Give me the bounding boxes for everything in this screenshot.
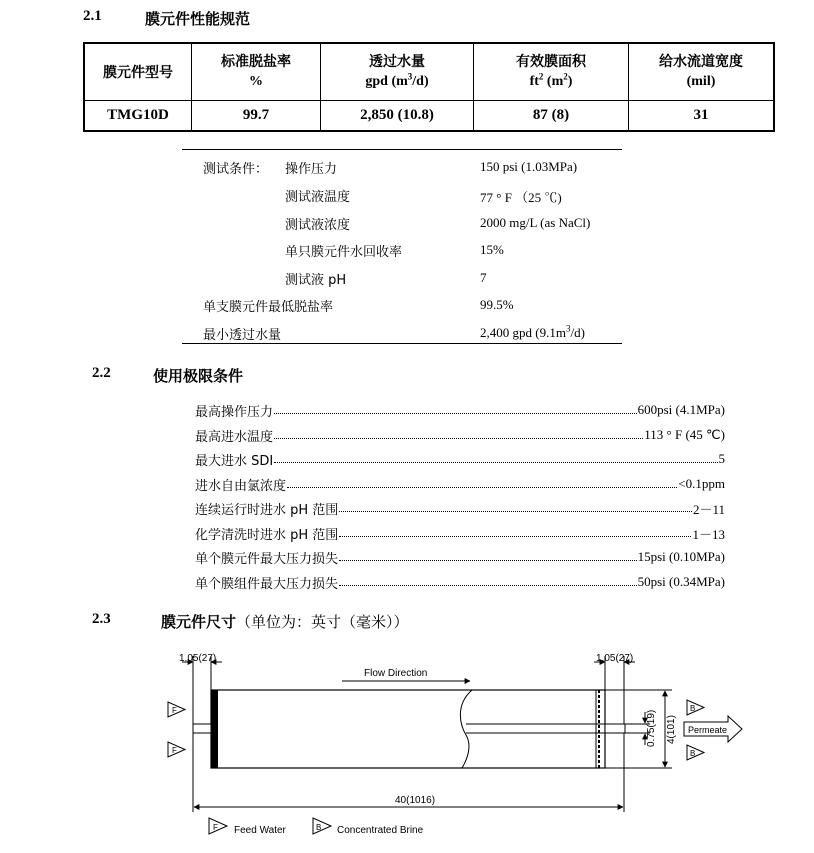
condition-name: 测试液浓度: [285, 218, 351, 233]
condition-value: 77 ° F （25 ℃): [480, 190, 562, 205]
brine-marker-bottom: [687, 745, 704, 760]
section-title: 膜元件尺寸: [161, 613, 237, 631]
dim-outer-label: 4(101): [666, 715, 677, 744]
svg-text:B: B: [690, 749, 696, 758]
condition-value: 2000 mg/L (as NaCl): [480, 215, 591, 230]
brine-marker-top: [687, 700, 704, 715]
feed-marker-top: [168, 702, 185, 717]
legend-brine: [313, 818, 424, 836]
min-flow-label: 最小透过水量: [203, 328, 282, 343]
svg-text:F: F: [213, 823, 218, 832]
dim-length-group: [194, 795, 623, 807]
dim-tube-label: 0.75(19): [646, 709, 657, 747]
min-flow-value: 2,400 gpd $(9.1m^3/d)$: [480, 323, 585, 340]
dim-left-label: 1.05(27): [179, 653, 217, 664]
flow-direction-label: Flow Direction: [364, 668, 428, 679]
svg-text:B: B: [690, 704, 696, 713]
test-conditions-label: 测试条件：: [203, 162, 269, 177]
cell-flow: 2,850 (10.8): [321, 101, 474, 132]
svg-text:B: B: [316, 823, 322, 832]
section-number: 2.2: [92, 365, 111, 381]
condition-name: 测试液 pH: [285, 273, 347, 288]
permeate-label: Permeate: [688, 725, 728, 735]
condition-value: 15%: [480, 242, 504, 257]
section-subtitle: （单位为：英寸（毫米））: [236, 613, 409, 631]
header-rejection: 标准脱盐率 %: [192, 43, 321, 101]
svg-text:F: F: [172, 746, 177, 755]
svg-text:F: F: [172, 706, 177, 715]
limit-row: 化学清洗时进水 pH 范围 1－13: [195, 526, 725, 543]
permeate-arrow: [684, 716, 742, 742]
min-rejection-value: 99.5%: [480, 297, 514, 312]
header-area: 有效膜面积 $ft^2$ $(m^2)$: [474, 43, 629, 101]
feed-marker-bottom: [168, 742, 185, 757]
limit-row: 最大进水 SDI 5: [195, 451, 725, 469]
limit-row: 进水自由氯浓度 <0.1ppm: [195, 476, 725, 494]
header-model: 膜元件型号: [84, 43, 192, 101]
dim-right-label: 1.05(27): [596, 653, 634, 664]
limit-row: 连续运行时进水 pH 范围 2－11: [195, 501, 725, 518]
cell-area: 87 (8): [474, 101, 629, 132]
dim-length-label: 40(1016): [395, 795, 436, 806]
header-spacer: 给水流道宽度 (mil): [629, 43, 775, 101]
dim-tube-group: [625, 710, 657, 747]
membrane-element: [193, 690, 625, 768]
condition-name: 测试液温度: [285, 190, 351, 205]
condition-name: 单只膜元件水回收率: [285, 245, 403, 260]
legend-feed-label: Feed Water: [234, 825, 286, 836]
cell-model: TMG10D: [84, 101, 192, 132]
condition-name: 操作压力: [285, 162, 338, 177]
section-title: 膜元件性能规范: [145, 10, 251, 28]
limit-row: 最高进水温度 113 ° F (45 ℃): [195, 427, 725, 445]
condition-value: 7: [480, 270, 487, 285]
limit-row: 最高操作压力 600psi (4.1MPa): [195, 402, 725, 420]
limit-row: 单个膜组件最大压力损失 50psi (0.34MPa): [195, 574, 725, 592]
header-flow: 透过水量 gpd $(m^3/d)$: [321, 43, 474, 101]
section-number: 2.1: [83, 8, 102, 24]
condition-value: 150 psi (1.03MPa): [480, 159, 578, 174]
cell-spacer: 31: [629, 101, 775, 132]
cell-rejection: 99.7: [192, 101, 321, 132]
section-title: 使用极限条件: [153, 367, 244, 385]
limit-row: 单个膜元件最大压力损失 15psi (0.10MPa): [195, 549, 725, 567]
legend-brine-label: Concentrated Brine: [337, 825, 424, 836]
section-number: 2.3: [92, 611, 111, 627]
min-rejection-label: 单支膜元件最低脱盐率: [203, 300, 334, 315]
legend-feed: [209, 818, 287, 836]
